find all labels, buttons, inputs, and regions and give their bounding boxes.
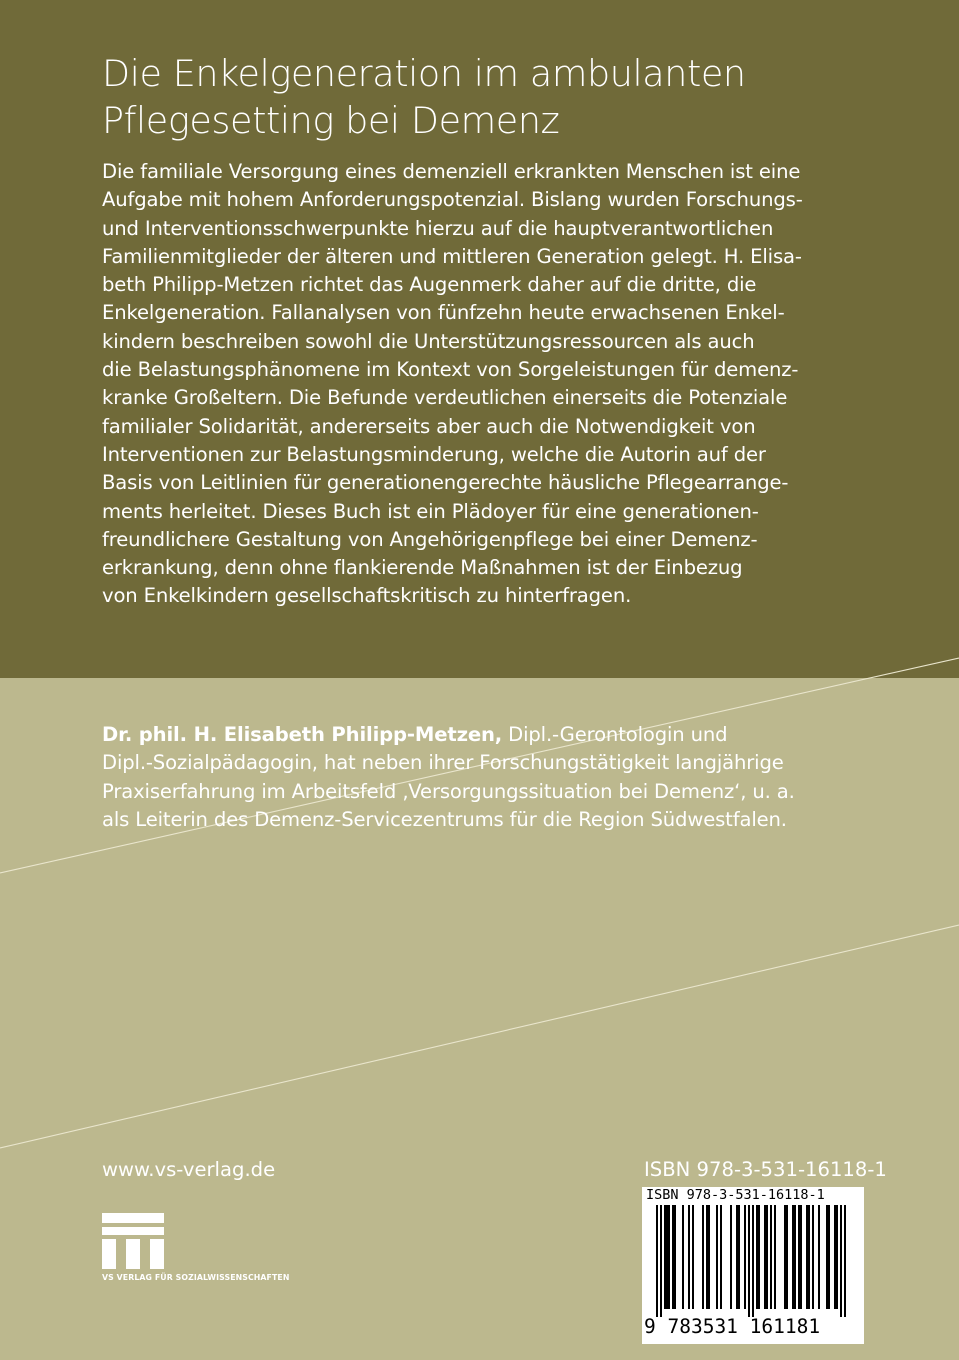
barcode-bar — [786, 1205, 788, 1309]
publisher-name: VS VERLAG FÜR SOZIALWISSENSCHAFTEN — [102, 1273, 290, 1282]
barcode-bar — [668, 1205, 670, 1309]
barcode-bar — [792, 1205, 794, 1309]
barcode-bar — [748, 1205, 750, 1317]
book-title-line: Pflegesetting bei Demenz — [102, 99, 560, 142]
barcode-bar — [812, 1205, 814, 1309]
barcode-bar — [840, 1205, 842, 1317]
barcode-bar — [794, 1205, 796, 1309]
barcode-bar — [672, 1205, 674, 1309]
barcode-bar — [800, 1205, 802, 1309]
barcode-bar — [828, 1205, 830, 1309]
barcode-bar — [656, 1205, 658, 1317]
barcode-number: 9 783531 161181 — [644, 1315, 821, 1338]
author-bio-line: Dipl.-Sozialpädagogin, hat neben ihrer Forschungstätigkeit langjährige — [102, 751, 784, 775]
description-line: von Enkelkindern gesellschaftskritisch zu hinterfragen. — [102, 584, 632, 608]
barcode-bar — [682, 1205, 684, 1309]
author-bio-line: als Leiterin des Demenz-Servicezentrums für die Region Südwestfalen. — [102, 807, 787, 831]
barcode-bar — [674, 1205, 676, 1309]
barcode-bar — [826, 1205, 828, 1309]
publisher-url: www.vs-verlag.de — [102, 1158, 276, 1181]
barcode-bar — [692, 1205, 694, 1309]
barcode-bar — [808, 1205, 810, 1309]
isbn-label: ISBN 978-3-531-16118-1 — [644, 1158, 887, 1181]
book-title — [102, 50, 922, 144]
description-line: Familienmitglieder der älteren und mittleren Generation gelegt. H. Elisa- — [102, 244, 802, 268]
description-line: Interventionen zur Belastungsminderung, welche die Autorin auf der — [102, 442, 766, 466]
description-line: Die familiale Versorgung eines demenziell erkrankten Menschen ist eine — [102, 160, 801, 183]
author-name: Dr. phil. H. Elisabeth Philipp-Metzen, — [102, 723, 503, 746]
author-bio — [102, 721, 872, 834]
barcode-bar — [798, 1205, 800, 1309]
barcode-bar — [844, 1205, 846, 1317]
barcode-bar — [806, 1205, 808, 1309]
barcode-bar — [706, 1205, 708, 1309]
barcode-bar — [774, 1205, 776, 1309]
barcode-bar — [716, 1205, 718, 1309]
vs-verlag-logo-icon — [102, 1213, 164, 1269]
barcode-bar — [660, 1205, 662, 1317]
barcode-bar — [730, 1205, 732, 1309]
barcode-bar — [758, 1205, 760, 1309]
barcode-bar — [744, 1205, 746, 1309]
barcode-bar — [664, 1205, 666, 1309]
barcode-bar — [752, 1205, 754, 1317]
barcode-bar — [720, 1205, 722, 1309]
description-line: beth Philipp-Metzen richtet das Augenmerk daher auf die dritte, die — [102, 273, 757, 297]
barcode-bar — [756, 1205, 758, 1309]
book-title-line: Die Enkelgeneration im ambulanten — [102, 52, 746, 95]
barcode-bar — [736, 1205, 738, 1309]
description-line: Aufgabe mit hohem Anforderungspotenzial. Bislang wurden Forschungs- — [102, 188, 803, 212]
barcode-bar — [738, 1205, 740, 1309]
barcode-isbn-label: ISBN 978-3-531-16118-1 — [646, 1187, 825, 1203]
description-line: Enkelgeneration. Fallanalysen von fünfzehn heute erwachsenen Enkel- — [102, 301, 785, 325]
author-bio-line: Praxiserfahrung im Arbeitsfeld ‚Versorgungssituation bei Demenz‘, u. a. — [102, 779, 795, 803]
barcode-bar — [688, 1205, 690, 1309]
description-line: kindern beschreiben sowohl die Unterstützungsressourcen als auch — [102, 329, 755, 353]
decorative-line-lower — [0, 925, 959, 1148]
description-line: Basis von Leitlinien für generationengerechte häusliche Pflegearrange- — [102, 471, 789, 495]
description-line: und Interventionsschwerpunkte hierzu auf die hauptverantwortlichen — [102, 216, 774, 240]
description-line: erkrankung, denn ohne flankierende Maßnahmen ist der Einbezug — [102, 556, 743, 580]
barcode-bar — [818, 1205, 820, 1309]
author-bio-line-rest: Dipl.-Gerontologin und — [502, 723, 728, 746]
barcode-bar — [666, 1205, 668, 1309]
barcode-bar — [708, 1205, 710, 1309]
barcode-bar — [784, 1205, 786, 1309]
description-line: die Belastungsphänomene im Kontext von Sorgeleistungen für demenz- — [102, 358, 799, 382]
barcode-bar — [766, 1205, 768, 1309]
book-description — [102, 158, 872, 611]
barcode-bar — [770, 1205, 772, 1309]
barcode-bar — [702, 1205, 704, 1309]
author-bio-line — [102, 721, 872, 749]
barcode-bar — [834, 1205, 836, 1309]
description-line: familialer Solidarität, andererseits aber auch die Notwendigkeit von — [102, 414, 756, 438]
description-line: ments herleitet. Dieses Buch ist ein Plädoyer für eine generationen- — [102, 499, 759, 523]
barcode — [642, 1187, 864, 1344]
barcode-bar — [764, 1205, 766, 1309]
description-line: kranke Großeltern. Die Befunde verdeutlichen einerseits die Potenziale — [102, 386, 788, 410]
description-line: freundlichere Gestaltung von Angehörigenpflege bei einer Demenz- — [102, 527, 758, 551]
barcode-bars — [642, 1205, 864, 1317]
barcode-bar — [836, 1205, 838, 1309]
